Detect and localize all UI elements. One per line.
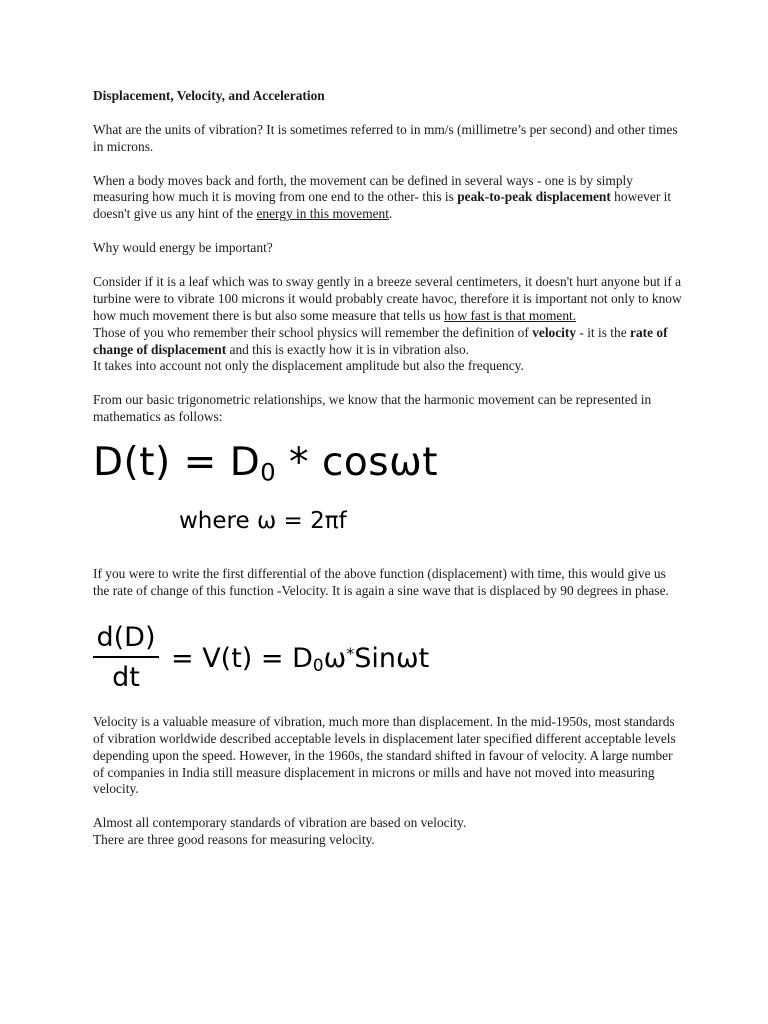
document-page [93,88,683,849]
velocity-formula [93,606,683,714]
fraction-bar [93,656,159,658]
paragraph-three-reasons: There are three good reasons for measuring velocity. [93,832,375,848]
omega-definition: where ω = 2πf [179,508,347,535]
formula-text: * cosωt [276,440,439,486]
paragraph-leaf-turbine [93,274,683,325]
paragraph-velocity-measure: Velocity is a valuable measure of vibration, much more than displacement. In the mid-1950s, most standards of vibration worldwide described acceptable levels in displacement later specified different acceptable levels depending upon the speed. However, in the 1960s, the standard shifted in favour of velocity. A large number of companies in India still measure displacement in microns or mills and have not moved into measuring velocity. [93,713,676,797]
formula-text: D(t) = D [93,440,261,486]
velocity-equation [171,642,429,682]
formula-text: Sinωt [354,642,430,674]
displacement-equation [93,440,438,495]
bold-term-velocity: velocity [532,324,577,340]
displacement-formula [93,430,683,566]
underlined-how-fast: how fast is that moment. [444,307,577,323]
text: and this is exactly how it is in vibration also. [226,341,470,357]
paragraph-trigonometric: From our basic trigonometric relationships, we know that the harmonic movement can be represented in mathematics as follows: [93,392,652,425]
text: . [388,206,393,222]
paragraph-differential: If you were to write the first differential of the above function (displacement) with time, this would give us the rate of change of this function -Velocity. It is again a sine wave that is displaced by 90 degrees in phase. [93,566,669,598]
text: - it is the [576,324,630,340]
text: Those of you who remember their school physics will remember the definition of [93,324,533,340]
text: however it doesn't give us any hint of the [93,189,672,222]
formula-text: ω [323,642,347,674]
bold-term-rate-of-change: rate of change of displacement [93,324,668,357]
text: When a body moves back and forth, the movement can be defined in several ways - one is by simply measuring how much it is moving from one end to the other- this is [93,172,633,205]
paragraph-displacement [93,173,683,224]
paragraph-units: What are the units of vibration? It is sometimes referred to in mm/s (millimetre’s per second) and other times in microns. [93,121,678,154]
fraction-denominator: dt [112,661,140,693]
document-title: Displacement, Velocity, and Acceleration [93,88,325,103]
formula-superscript: * [346,643,355,663]
bold-term-peak-to-peak: peak-to-peak displacement [457,189,611,205]
paragraph-amplitude-frequency: It takes into account not only the displacement amplitude but also the frequency. [93,358,524,374]
derivative-fraction [93,622,159,694]
paragraph-energy-question: Why would energy be important? [93,240,273,256]
paragraph-contemporary-standards: Almost all contemporary standards of vibration are based on velocity. [93,815,467,831]
paragraph-velocity-definition [93,325,683,359]
formula-subscript: 0 [312,655,324,676]
fraction-numerator: d(D) [96,621,156,653]
underlined-energy: energy in this movement [256,206,389,222]
text: Consider if it is a leaf which was to sway gently in a breeze several centimeters, it doesn't hurt anyone but if a turbine were to vibrate 100 microns it would probably create havoc, therefore it is important not only to know how much movement there is but also some measure that tells us [93,273,682,323]
formula-subscript: 0 [260,458,277,487]
formula-text: = V(t) = D [171,642,313,674]
